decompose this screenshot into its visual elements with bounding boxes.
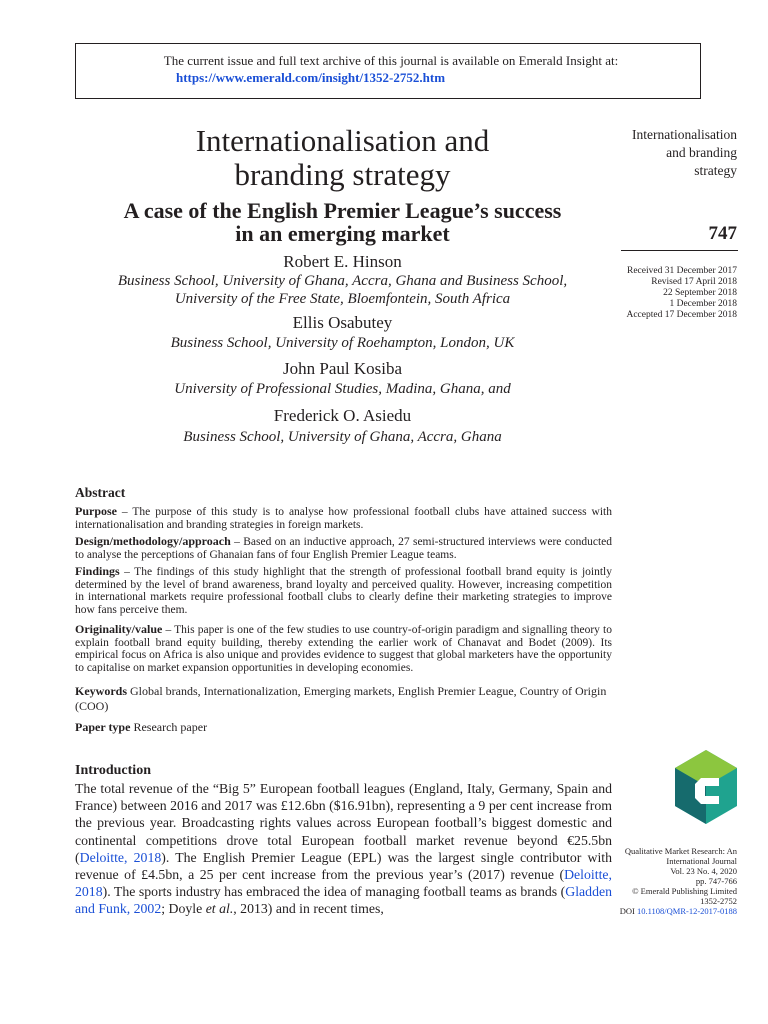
author-affiliation: University of the Free State, Bloemfontein, South Africa [174, 291, 511, 307]
emerald-logo [675, 750, 737, 830]
author-name: Ellis Osabutey [292, 313, 393, 332]
purpose-label: Purpose [75, 504, 117, 518]
running-title-line: and branding [666, 145, 737, 160]
abstract-findings [75, 565, 612, 616]
author-name: John Paul Kosiba [283, 359, 402, 378]
running-title [600, 126, 737, 180]
journal-info-line: 1352-2752 [700, 896, 737, 906]
intro-text: et al. [205, 901, 234, 917]
author-name: Frederick O. Asiedu [273, 406, 412, 425]
introduction-paragraph [75, 780, 612, 918]
abstract-originality [75, 623, 612, 674]
author-affiliation: Business School, University of Roehampton, London, UK [170, 335, 515, 351]
running-title-line: strategy [694, 163, 737, 178]
archive-notice-text: The current issue and full text archive of this journal is available on Emerald Insight at: [163, 53, 619, 68]
citation-link[interactable]: Deloitte, 2018 [75, 867, 612, 900]
journal-info-line: © Emerald Publishing Limited [632, 886, 737, 896]
page-number: 747 [708, 223, 737, 244]
running-title-line: Internationalisation [632, 127, 737, 142]
margin-divider [621, 250, 738, 251]
keywords [75, 684, 612, 714]
journal-info-line: pp. 747-766 [695, 876, 737, 886]
author-affiliation: Business School, University of Ghana, Accra, Ghana and Business School, [117, 273, 568, 289]
keywords-text: Global brands, Internationalization, Emerging markets, English Premier League, Country of Origin (COO) [75, 684, 607, 713]
journal-info-line: Qualitative Market Research: An [624, 846, 737, 856]
date-line: Accepted 17 December 2018 [626, 310, 737, 320]
design-text: – Based on an inductive approach, 27 semi-structured interviews were conducted to analyse the perceptions of Ghanaian fans of four English Premier League teams. [75, 536, 612, 561]
intro-text: , 2013) and in recent times, [233, 901, 384, 917]
citation-link[interactable]: Gladden and Funk, 2002 [75, 884, 612, 917]
archive-url-link[interactable]: https://www.emerald.com/insight/1352-2752.htm [176, 70, 446, 85]
abstract-purpose [75, 505, 612, 531]
doi-line [600, 906, 737, 916]
journal-info [600, 846, 737, 916]
date-line: Revised 17 April 2018 [651, 277, 737, 287]
paper-type-text: Research paper [130, 720, 208, 734]
introduction-heading: Introduction [75, 763, 151, 778]
keywords-label: Keywords [75, 684, 127, 698]
originality-text: – This paper is one of the few studies to use country-of-origin paradigm and signalling theory to explain football brand equity building, thereby extending the earlier work of Chanavat and Bodet (2009). Its empirical focus on Africa is also unique and provides evidence to suggest that global marketers have the opportunity to capitalise on market expansion opportunities in developing economies. [75, 624, 612, 674]
date-line: 22 September 2018 [663, 288, 737, 298]
abstract-design [75, 535, 612, 561]
journal-info-line: International Journal [666, 856, 737, 866]
date-line: Received 31 December 2017 [627, 266, 737, 276]
author-name: Robert E. Hinson [283, 252, 402, 271]
author-affiliation: University of Professional Studies, Madina, Ghana, and [174, 381, 511, 397]
author-affiliation: Business School, University of Ghana, Accra, Ghana [183, 429, 502, 445]
date-line: 1 December 2018 [669, 299, 737, 309]
intro-text: ; Doyle [161, 901, 206, 917]
intro-text: ). The sports industry has embraced the idea of managing football teams as brands ( [102, 884, 566, 900]
intro-text: The total revenue of the “Big 5” European football leagues (England, Italy, Germany, Spain and France) between 2016 and 2017 was £12.6bn ($16.91bn), representing a 9 per cent increase from the previous year. Broadcasting rights values across European football’s biggest domestic and continental competitions drove total European football market revenue beyond €25.5bn ( [75, 781, 612, 865]
received-dates [600, 266, 737, 321]
abstract-heading: Abstract [75, 485, 126, 500]
findings-label: Findings [75, 564, 120, 578]
journal-info-line: Vol. 23 No. 4, 2020 [670, 866, 737, 876]
article-subtitle-line1: A case of the English Premier League’s success [123, 198, 562, 223]
paper-type-label: Paper type [75, 720, 131, 734]
purpose-text: – The purpose of this study is to analyse how professional football clubs have attained success with internationalisation and branding strategies in foreign markets. [75, 506, 612, 531]
doi-link[interactable]: 10.1108/QMR-12-2017-0188 [636, 906, 737, 916]
paper-type [75, 720, 612, 735]
originality-label: Originality/value [75, 622, 163, 636]
doi-label: DOI [619, 906, 635, 916]
intro-text: ). The English Premier League (EPL) was the largest single contributor with revenue of £4.5bn, a 25 per cent increase from the previous year’s (2017) revenue ( [75, 849, 613, 883]
findings-text: – The findings of this study highlight that the strength of professional football brand equity is jointly determined by the level of brand awareness, brand loyalty and perceived quality. However, increasing competition in international markets require professional football clubs to clearly define their marketing strategies to improve how fans perceive them. [75, 566, 612, 616]
article-title-line2: branding strategy [234, 157, 451, 192]
citation-link[interactable]: Deloitte, 2018 [79, 849, 162, 865]
article-subtitle-line2: in an emerging market [235, 221, 450, 246]
article-title-line1: Internationalisation and [195, 123, 490, 158]
design-label: Design/methodology/approach [75, 534, 231, 548]
